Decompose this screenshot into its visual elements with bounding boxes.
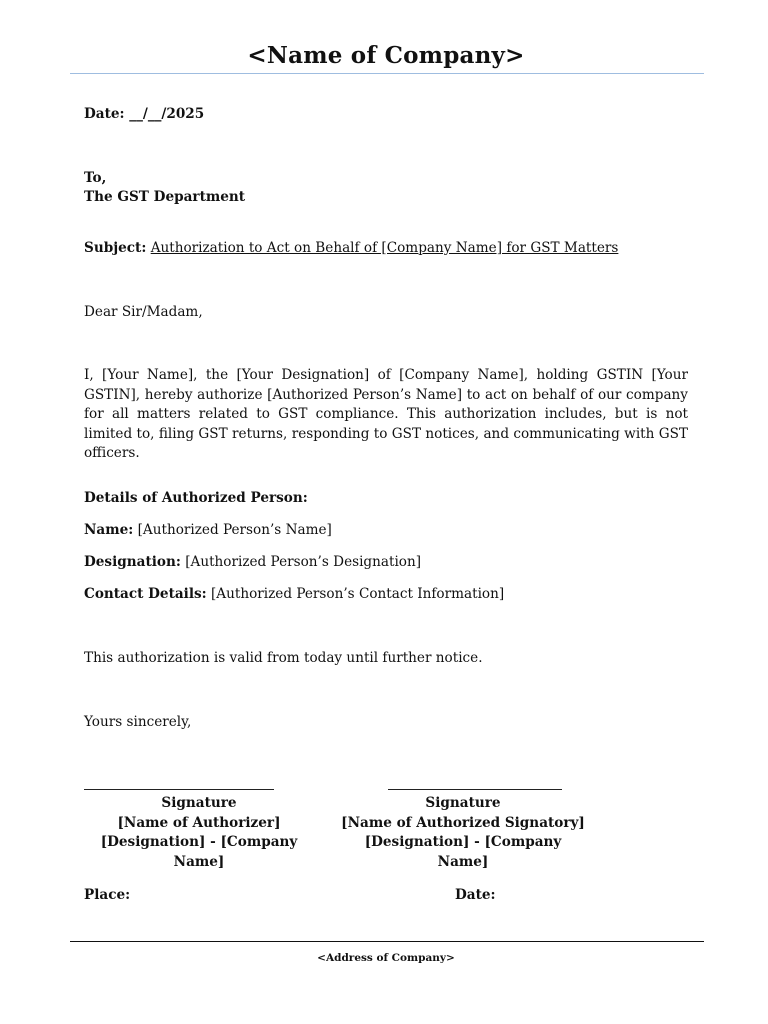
subject-label: Subject: bbox=[84, 240, 147, 256]
left-signature-block bbox=[74, 794, 324, 872]
right-signature-title: Signature bbox=[425, 795, 501, 811]
detail-name-row bbox=[84, 520, 332, 540]
detail-designation-row bbox=[84, 552, 421, 572]
validity-statement: This authorization is valid from today until further notice. bbox=[84, 650, 483, 666]
place-label: Place: bbox=[84, 887, 131, 903]
right-signature-line bbox=[388, 789, 562, 790]
detail-designation-label: Designation: bbox=[84, 554, 181, 570]
recipient-department: The GST Department bbox=[84, 189, 246, 205]
detail-contact-row bbox=[84, 584, 504, 604]
left-signature-line bbox=[84, 789, 274, 790]
right-signature-designation: [Designation] - [Company Name] bbox=[364, 834, 562, 870]
detail-name-value: [Authorized Person’s Name] bbox=[137, 522, 332, 538]
date-line: Date: __/__/2025 bbox=[84, 106, 205, 122]
footer-divider bbox=[70, 941, 704, 942]
recipient-to: To, bbox=[84, 170, 107, 186]
left-signature-name: [Name of Authorizer] bbox=[117, 814, 281, 831]
right-signature-name: [Name of Authorized Signatory] bbox=[341, 814, 585, 831]
salutation: Dear Sir/Madam, bbox=[84, 304, 203, 320]
closing-line: Yours sincerely, bbox=[84, 714, 192, 730]
body-paragraph: I, [Your Name], the [Your Designation] of [Company Name], holding GSTIN [Your GSTIN], hereby authorize [Authorized Person’s Name] to act on behalf of our company for all matters related to GST compliance. This authorization includes, but is not limited to, filing GST returns, responding to GST notices, and communicating with GST officers. bbox=[84, 367, 688, 462]
detail-contact-label: Contact Details: bbox=[84, 586, 207, 602]
left-signature-title: Signature bbox=[161, 795, 237, 811]
company-address: <Address of Company> bbox=[317, 952, 455, 964]
company-name-heading: <Name of Company> bbox=[247, 42, 525, 69]
subject-line bbox=[84, 238, 618, 258]
details-heading: Details of Authorized Person: bbox=[84, 490, 308, 506]
right-signature-block bbox=[338, 794, 588, 872]
detail-designation-value: [Authorized Person’s Designation] bbox=[185, 554, 422, 570]
subject-text: Authorization to Act on Behalf of [Company Name] for GST Matters bbox=[150, 240, 619, 256]
header-divider bbox=[70, 73, 704, 74]
left-signature-designation: [Designation] - [Company Name] bbox=[100, 834, 298, 870]
date-label: Date: bbox=[455, 887, 496, 903]
detail-name-label: Name: bbox=[84, 522, 134, 538]
detail-contact-value: [Authorized Person’s Contact Information] bbox=[211, 586, 505, 602]
